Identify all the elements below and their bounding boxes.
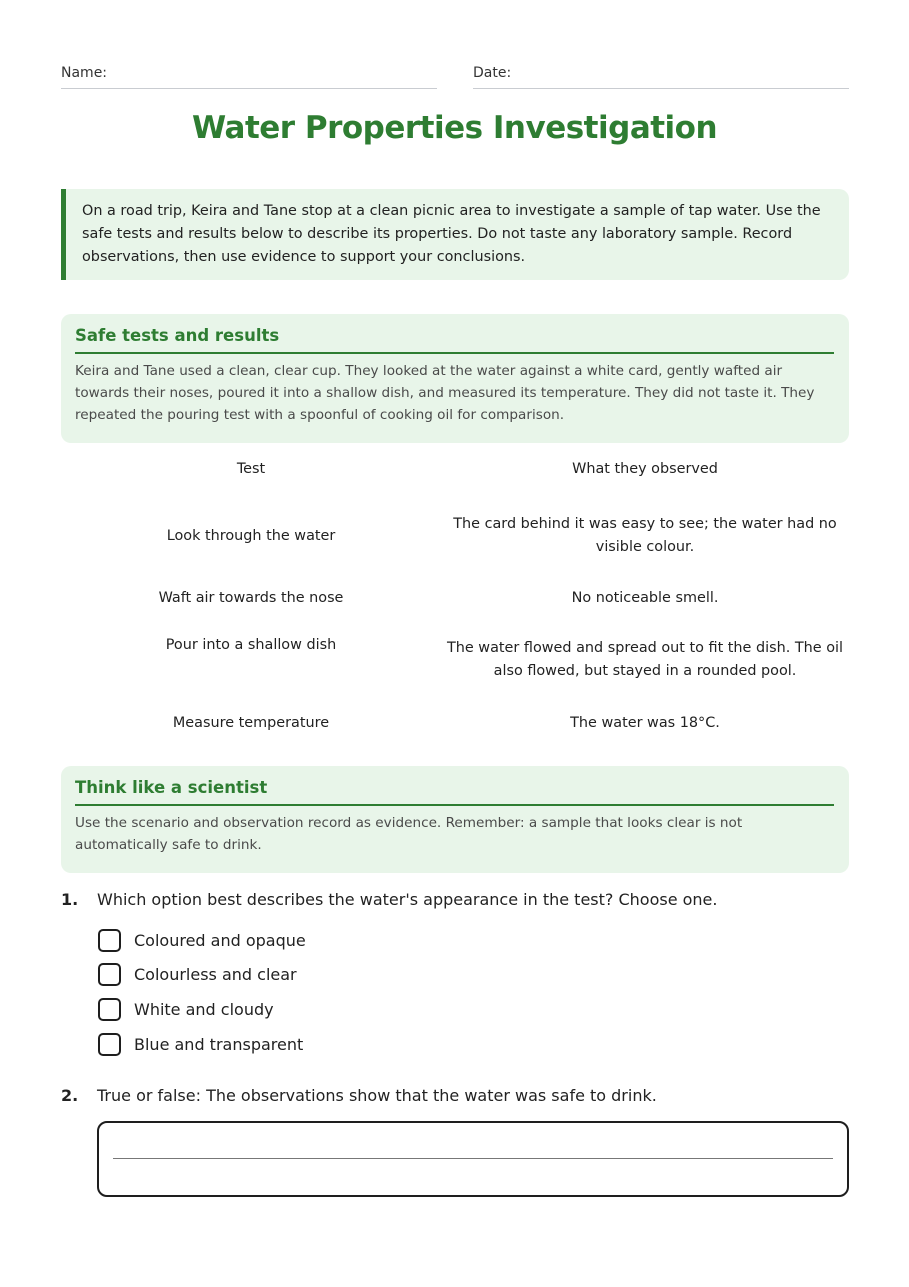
checkbox[interactable] xyxy=(98,998,121,1021)
question-text: True or false: The observations show that the water was safe to drink. xyxy=(97,1086,657,1105)
question-number: 2. xyxy=(61,1086,79,1105)
safe-tests-heading: Safe tests and results xyxy=(75,326,834,354)
option-colourless-clear[interactable] xyxy=(98,961,297,987)
option-label: Blue and transparent xyxy=(134,1034,304,1054)
test-cell: Waft air towards the nose xyxy=(158,590,344,606)
observed-cell: The water flowed and spread out to fit the dish. The oil also flowed, but stayed in a rounded pool. xyxy=(446,640,844,679)
table-row xyxy=(61,711,849,735)
checkbox[interactable] xyxy=(98,1033,121,1056)
checkbox[interactable] xyxy=(98,929,121,952)
column-header-test: Test xyxy=(236,461,266,477)
think-scientist-text: Use the scenario and observation record as evidence. Remember: a sample that looks clear is not automatically safe to drink. xyxy=(75,815,743,853)
observation-table xyxy=(61,455,849,735)
observed-cell: The water was 18°C. xyxy=(570,714,720,731)
option-label: Colourless and clear xyxy=(134,964,297,984)
table-row xyxy=(61,513,849,559)
option-label: White and cloudy xyxy=(134,999,274,1019)
option-coloured-opaque[interactable] xyxy=(98,927,306,953)
test-cell: Measure temperature xyxy=(172,715,330,731)
table-row xyxy=(61,586,849,610)
date-label: Date: xyxy=(473,65,512,81)
answer-line xyxy=(113,1158,833,1159)
table-header-row xyxy=(61,455,849,483)
column-header-observed: What they observed xyxy=(572,460,718,477)
table-row xyxy=(61,637,849,683)
safe-tests-text: Keira and Tane used a clean, clear cup. They looked at the water against a white card, gently wafted air towards their noses, poured it into a shallow dish, and measured its temperature. They did not taste it. They repeated the pouring test with a spoonful of cooking oil for comparison. xyxy=(75,363,815,423)
test-cell: Look through the water xyxy=(166,528,336,544)
worksheet-title: Water Properties Investigation xyxy=(191,110,718,146)
observed-cell: The card behind it was easy to see; the water had no visible colour. xyxy=(453,516,837,555)
question-number: 1. xyxy=(61,890,79,909)
date-field[interactable] xyxy=(473,62,849,89)
think-scientist-heading: Think like a scientist xyxy=(75,778,834,806)
name-field[interactable] xyxy=(61,62,437,89)
option-white-cloudy[interactable] xyxy=(98,996,274,1022)
safe-tests-panel xyxy=(61,314,849,443)
intro-callout: On a road trip, Keira and Tane stop at a clean picnic area to investigate a sample of tap water. Use the safe tests and results below to describe its properties. Do not taste any laboratory sample. Record observations, then use evidence to support your conclusions. xyxy=(61,189,849,280)
checkbox[interactable] xyxy=(98,963,121,986)
think-scientist-panel xyxy=(61,766,849,873)
question-text: Which option best describes the water's appearance in the test? Choose one. xyxy=(97,890,718,909)
observed-cell: No noticeable smell. xyxy=(571,589,719,606)
option-blue-transparent[interactable] xyxy=(98,1031,303,1057)
name-label: Name: xyxy=(61,65,108,81)
answer-box[interactable] xyxy=(97,1121,849,1197)
test-cell: Pour into a shallow dish xyxy=(165,637,337,653)
option-label: Coloured and opaque xyxy=(134,930,306,950)
